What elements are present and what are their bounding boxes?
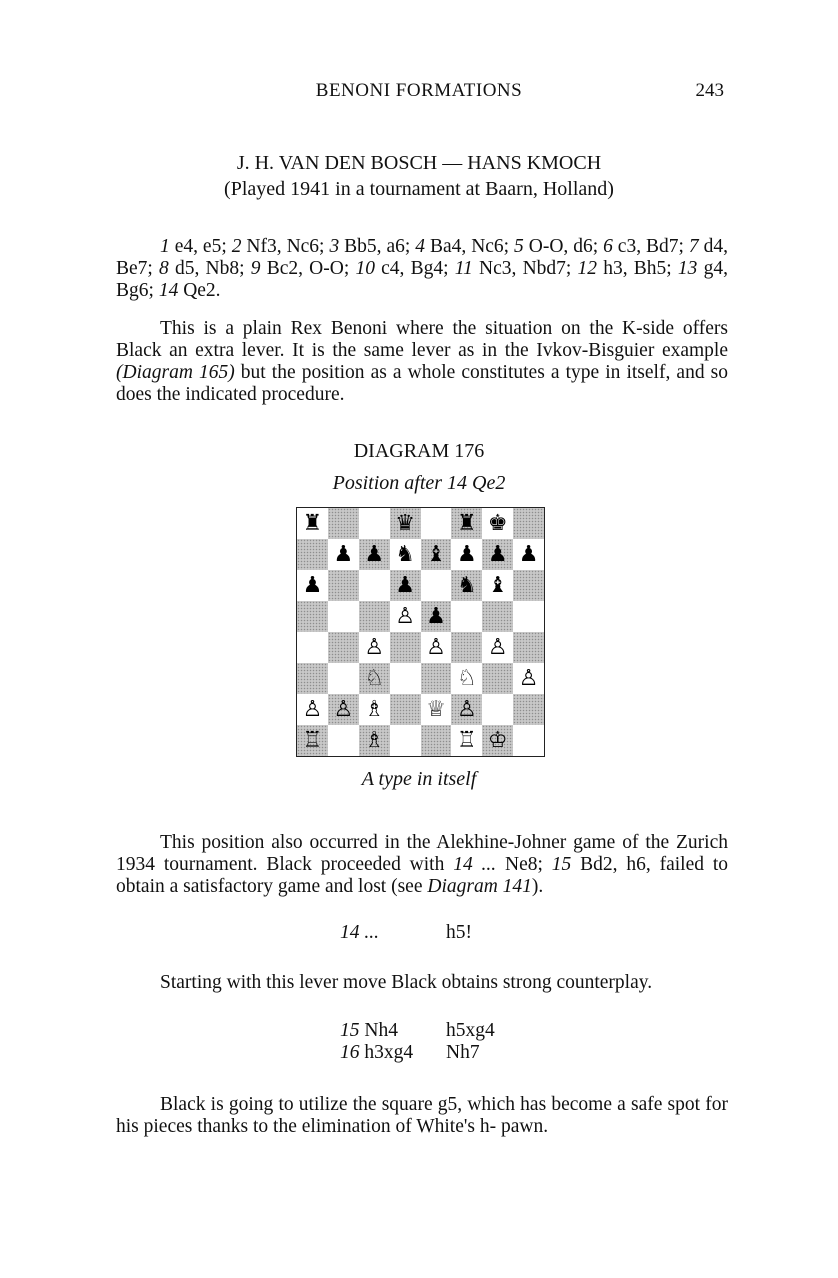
note-move-1: 14 ...: [453, 854, 497, 875]
chess-piece-icon: ♙: [456, 696, 477, 722]
chess-piece-icon: ♚: [487, 510, 508, 536]
move-number: 4: [415, 236, 425, 257]
move-text: g4, Bg6;: [116, 258, 728, 301]
square-h7: [513, 539, 544, 570]
note-text-3: Bd2, h6, failed to obtain a satisfactory game and lost (see: [116, 854, 729, 897]
square-g6: [482, 570, 513, 601]
square-c6: [359, 570, 390, 601]
move-text: Nc3, Nbd7;: [472, 258, 578, 279]
square-b7: [328, 539, 359, 570]
chess-piece-icon: ♘: [456, 665, 477, 691]
note-diagram-reference: Diagram 141: [427, 876, 532, 897]
move-number: 3: [329, 236, 340, 257]
move-text: d4, Be7;: [116, 236, 728, 279]
diagram-caption: Position after 14 Qe2: [332, 472, 506, 494]
board-caption: A type in itself: [361, 768, 477, 790]
square-b1: [328, 725, 359, 756]
move-number: 13: [677, 258, 698, 279]
move-14-black: h5!: [446, 922, 472, 943]
chess-piece-icon: ♟: [302, 572, 323, 598]
final-paragraph: Black is going to utilize the square g5, which has become a safe spot for his pieces thanks to the elimination of White's h- pawn.: [116, 1094, 728, 1137]
move-number: 12: [577, 258, 598, 279]
move-number: 1: [160, 236, 170, 257]
running-title: BENONI FORMATIONS: [315, 80, 523, 101]
square-f1: [451, 725, 482, 756]
chess-piece-icon: ♟: [518, 541, 539, 567]
square-a6: [297, 570, 328, 601]
game-heading: [0, 150, 838, 202]
move-number: 5: [514, 236, 524, 257]
move-text: e4, e5;: [169, 236, 232, 257]
square-b5: [328, 601, 359, 632]
chess-piece-icon: ♗: [364, 696, 385, 722]
note-text-4: ).: [531, 876, 544, 897]
move-number: 2: [231, 236, 242, 257]
chess-piece-icon: ♜: [302, 510, 323, 536]
chess-piece-icon: ♟: [456, 541, 477, 567]
chess-piece-icon: ♘: [364, 665, 385, 691]
note-text-2: Ne8;: [496, 854, 552, 875]
square-f3: [451, 663, 482, 694]
chess-piece-icon: ♞: [456, 572, 477, 598]
chess-piece-icon: ♝: [487, 572, 508, 598]
square-a8: [297, 508, 328, 539]
square-a5: [297, 601, 328, 632]
square-e2: [421, 694, 452, 725]
square-b2: [328, 694, 359, 725]
chess-piece-icon: ♗: [364, 727, 385, 753]
square-c3: [359, 663, 390, 694]
chess-piece-icon: ♞: [395, 541, 415, 567]
square-g7: [482, 539, 513, 570]
page-number: 243: [695, 80, 724, 101]
square-c7: [359, 539, 390, 570]
move-16-white: 16 h3xg4: [340, 1042, 414, 1063]
square-d5: [390, 601, 421, 632]
square-d8: [390, 508, 421, 539]
chess-piece-icon: ♙: [487, 634, 508, 660]
square-g5: [482, 601, 513, 632]
chess-piece-icon: ♟: [487, 541, 508, 567]
square-d7: [390, 539, 421, 570]
note-paragraph: [116, 832, 728, 898]
chess-piece-icon: ♟: [333, 541, 354, 567]
move-text: c3, Bd7;: [612, 236, 689, 257]
square-a3: [297, 663, 328, 694]
chess-piece-icon: ♙: [364, 634, 385, 660]
chess-piece-icon: ♙: [426, 634, 446, 660]
square-g8: [482, 508, 513, 539]
desc-text-2: but the position as a whole constitutes a type in itself, and so does the indicated procedure.: [116, 362, 728, 405]
note-text-1: This position also occurred in the Alekhine-Johner game of the Zurich 1934 tournament. Black proceeded with: [116, 832, 728, 875]
square-e3: [421, 663, 452, 694]
players: J. H. VAN DEN BOSCH — HANS KMOCH: [236, 152, 602, 174]
square-f6: [451, 570, 482, 601]
square-f8: [451, 508, 482, 539]
desc-text-1: This is a plain Rex Benoni where the situation on the K-side offers Black an extra lever. It is the same lever as in the Ivkov-Bisguier example: [116, 318, 728, 361]
running-head: [0, 80, 838, 106]
square-f5: [451, 601, 482, 632]
square-b8: [328, 508, 359, 539]
move-text: Bb5, a6;: [339, 236, 416, 257]
chess-piece-icon: ♙: [302, 696, 323, 722]
chess-piece-icon: ♖: [456, 727, 477, 753]
square-e1: [421, 725, 452, 756]
square-b3: [328, 663, 359, 694]
square-e6: [421, 570, 452, 601]
move-text: Ba4, Nc6;: [425, 236, 515, 257]
move-15-black: h5xg4: [446, 1020, 495, 1041]
square-a1: [297, 725, 328, 756]
square-d4: [390, 632, 421, 663]
square-e4: [421, 632, 452, 663]
square-d1: [390, 725, 421, 756]
chess-piece-icon: ♛: [395, 510, 415, 536]
square-g3: [482, 663, 513, 694]
move-text: c4, Bg4;: [374, 258, 455, 279]
move-number: 6: [603, 236, 613, 257]
move-text: Bc2, O-O;: [260, 258, 356, 279]
square-g2: [482, 694, 513, 725]
chess-piece-icon: ♕: [426, 696, 446, 722]
square-c4: [359, 632, 390, 663]
square-h6: [513, 570, 544, 601]
chess-piece-icon: ♜: [456, 510, 477, 536]
square-h2: [513, 694, 544, 725]
move-16-black: Nh7: [446, 1042, 480, 1063]
square-e8: [421, 508, 452, 539]
square-b4: [328, 632, 359, 663]
diagram-title: DIAGRAM 176: [353, 440, 485, 462]
square-g1: [482, 725, 513, 756]
square-h5: [513, 601, 544, 632]
square-a7: [297, 539, 328, 570]
move-15-white: 15 Nh4: [340, 1020, 398, 1041]
square-g4: [482, 632, 513, 663]
square-a4: [297, 632, 328, 663]
chess-piece-icon: ♙: [518, 665, 539, 691]
square-e5: [421, 601, 452, 632]
move-text: O-O, d6;: [523, 236, 604, 257]
move-text: d5, Nb8;: [168, 258, 251, 279]
square-c2: [359, 694, 390, 725]
chess-board: [296, 507, 545, 757]
square-h3: [513, 663, 544, 694]
diagram-reference: (Diagram 165): [116, 362, 235, 383]
move-text: Qe2.: [178, 280, 221, 301]
square-f7: [451, 539, 482, 570]
square-c1: [359, 725, 390, 756]
move-text: Nf3, Nc6;: [241, 236, 330, 257]
square-h1: [513, 725, 544, 756]
square-b6: [328, 570, 359, 601]
chess-piece-icon: ♙: [333, 696, 354, 722]
chess-piece-icon: ♟: [364, 541, 385, 567]
chess-piece-icon: ♟: [395, 572, 415, 598]
move-number: 8: [159, 258, 169, 279]
event-info: (Played 1941 in a tournament at Baarn, Holland): [224, 178, 614, 200]
move-number: 9: [250, 258, 261, 279]
move-number: 11: [454, 258, 473, 279]
move-14-number: 14 ...: [340, 922, 379, 943]
square-c8: [359, 508, 390, 539]
move-number: 14: [158, 280, 179, 301]
square-e7: [421, 539, 452, 570]
square-d2: [390, 694, 421, 725]
opening-moves-paragraph: [116, 236, 728, 302]
chess-piece-icon: ♝: [426, 541, 446, 567]
description-paragraph: [116, 318, 728, 406]
move-text: h3, Bh5;: [597, 258, 678, 279]
square-d6: [390, 570, 421, 601]
chess-piece-icon: ♙: [395, 603, 415, 629]
chess-piece-icon: ♔: [487, 727, 508, 753]
square-f4: [451, 632, 482, 663]
chess-piece-icon: ♟: [426, 603, 446, 629]
square-c5: [359, 601, 390, 632]
square-h8: [513, 508, 544, 539]
move-number: 10: [355, 258, 375, 279]
square-d3: [390, 663, 421, 694]
move-number: 7: [688, 236, 699, 257]
chess-piece-icon: ♖: [302, 727, 323, 753]
square-a2: [297, 694, 328, 725]
counterplay-paragraph: Starting with this lever move Black obtains strong counterplay.: [160, 972, 653, 993]
note-move-2: 15: [551, 854, 572, 875]
square-h4: [513, 632, 544, 663]
square-f2: [451, 694, 482, 725]
